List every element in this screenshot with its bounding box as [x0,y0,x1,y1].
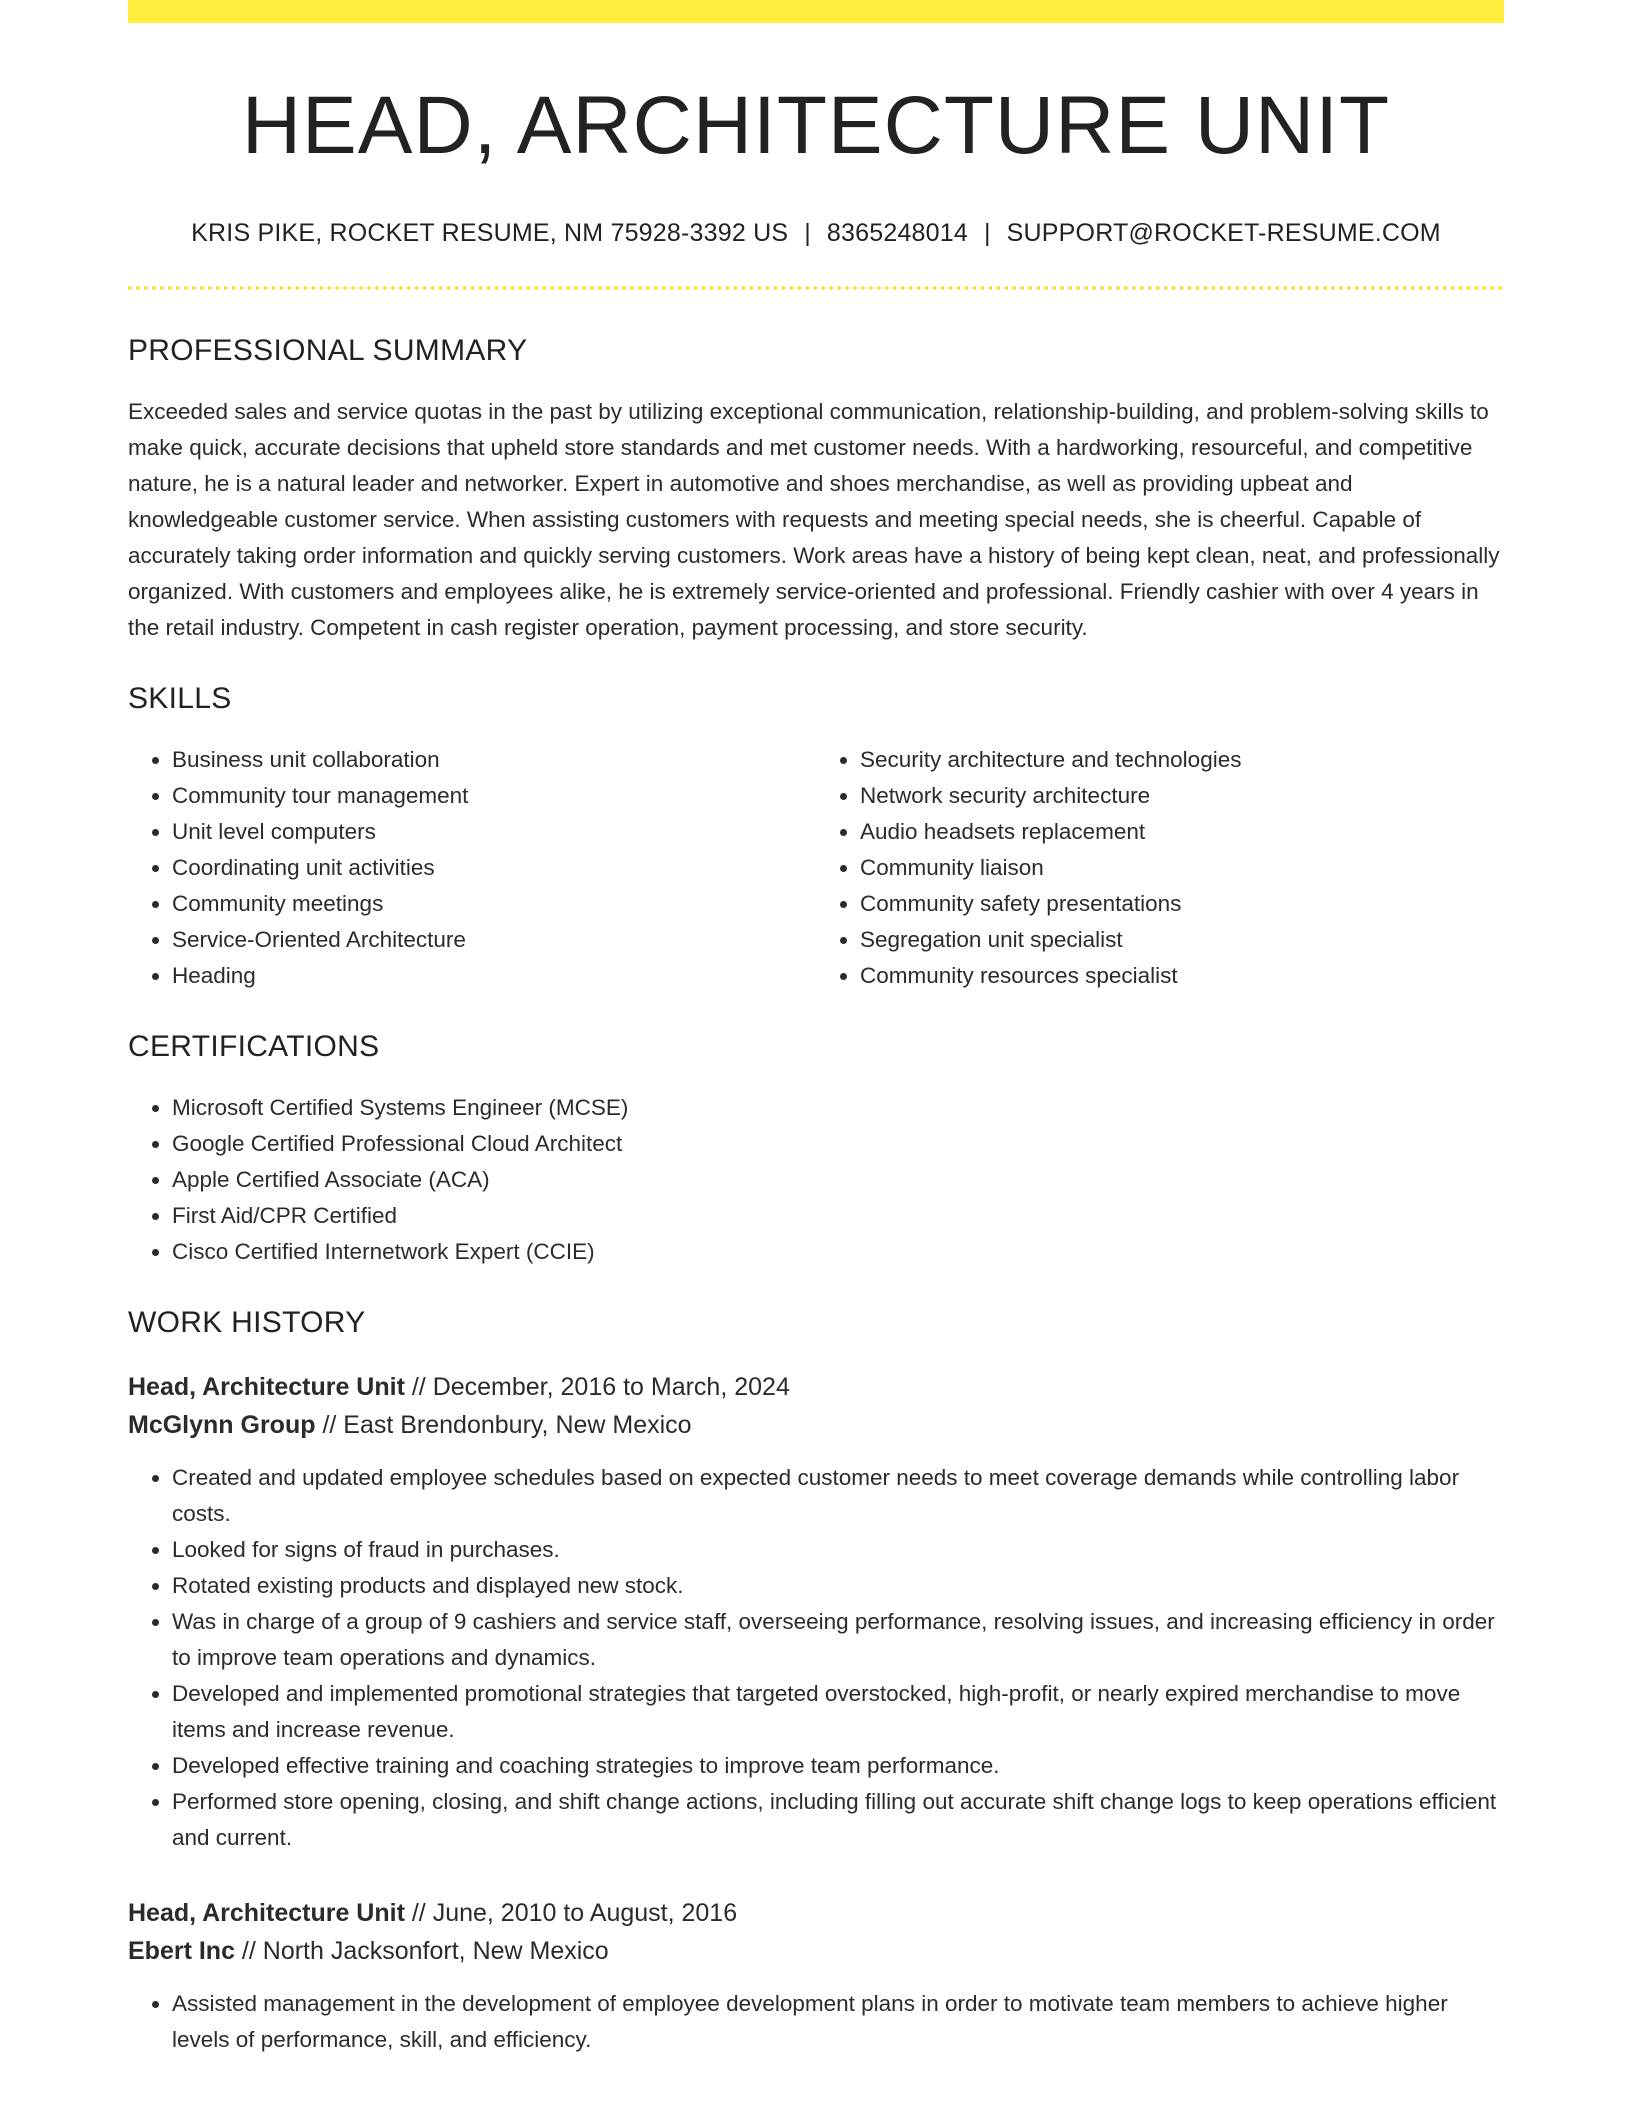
summary-text: Exceeded sales and service quotas in the past by utilizing exceptional communication, relationship-building, and problem-solving skills to make quick, accurate decisions that upheld store standards and met customer needs. With a hardworking, resourceful, and competitive nature, he is a natural leader and networker. Expert in automotive and shoes merchandise, as well as providing upbeat and knowledgeable customer service. When assisting customers with requests and meeting special needs, she is cheerful. Capable of accurately taking order information and quickly serving customers. Work areas have a history of being kept clean, neat, and professionally organized. With customers and employees alike, he is extremely service-oriented and professional. Friendly cashier with over 4 years in the retail industry. Competent in cash register operation, payment processing, and store security. [128,399,1500,641]
job-title: Head, Architecture Unit [128,1899,405,1928]
job-company: Ebert Inc [128,1937,235,1966]
skill-item: • Community liaison [860,850,1504,886]
job-bullet: • Looked for signs of fraud in purchases. [172,1532,1504,1568]
job-location: // North Jacksonfort, New Mexico [234,1937,609,1966]
skill-item: • Audio headsets replacement [860,814,1504,850]
job-company-line [128,1406,1504,1444]
skill-item: • Business unit collaboration [172,742,816,778]
skill-item: • Heading [172,958,816,994]
skills-list-right [816,742,1504,994]
contact-separator: | [804,219,811,248]
job-bullet: • Developed and implemented promotional strategies that targeted overstocked, high-profit, or nearly expired merchandise to move items and increase revenue. [172,1676,1504,1748]
certifications-list [128,1090,1504,1270]
skill-item: • Unit level computers [172,814,816,850]
job-title-line [128,1368,1504,1406]
skill-item: • Community safety presentations [860,886,1504,922]
job-company: McGlynn Group [128,1411,316,1440]
job-header [128,1894,1504,1970]
contact-address: KRIS PIKE, ROCKET RESUME, NM 75928-3392 US [191,219,789,248]
accent-bar [128,0,1504,23]
certifications-heading: CERTIFICATIONS [128,1030,380,1064]
contact-email: SUPPORT@ROCKET-RESUME.COM [1006,219,1441,248]
certification-item: • First Aid/CPR Certified [172,1198,1504,1234]
job-bullet: • Developed effective training and coaching strategies to improve team performance. [172,1748,1504,1784]
certification-item: • Cisco Certified Internetwork Expert (CCIE) [172,1234,1504,1270]
job-header [128,1368,1504,1444]
job-title: Head, Architecture Unit [128,1373,405,1402]
skill-item: • Community meetings [172,886,816,922]
skill-item: • Segregation unit specialist [860,922,1504,958]
job-company-line [128,1932,1504,1970]
job-bullets [128,1986,1504,2058]
certification-item: • Apple Certified Associate (ACA) [172,1162,1504,1198]
skill-item: • Community tour management [172,778,816,814]
resume-title: HEAD, ARCHITECTURE UNIT [241,80,1391,171]
skill-item: • Network security architecture [860,778,1504,814]
skills-heading: SKILLS [128,682,232,716]
skill-item: • Security architecture and technologies [860,742,1504,778]
contact-separator: | [983,219,991,248]
skill-item: • Community resources specialist [860,958,1504,994]
job-bullet: • Was in charge of a group of 9 cashiers and service staff, overseeing performance, resolving issues, and increasing efficiency in order to improve team operations and dynamics. [172,1604,1504,1676]
job-bullet: • Performed store opening, closing, and shift change actions, including filling out accurate shift change logs to keep operations efficient and current. [172,1784,1504,1856]
skills-list-left [128,742,816,994]
job-location: // East Brendonbury, New Mexico [315,1411,692,1440]
summary-heading: PROFESSIONAL SUMMARY [128,334,528,368]
job-bullets [128,1460,1504,1856]
job-dates: // June, 2010 to August, 2016 [404,1899,738,1928]
resume-page [128,0,1504,2058]
contact-line [128,219,1504,248]
job-dates: // December, 2016 to March, 2024 [404,1373,790,1402]
job-bullet: • Assisted management in the development of employee development plans in order to motivate team members to achieve higher levels of performance, skill, and efficiency. [172,1986,1504,2058]
dotted-divider [128,286,1504,290]
job-bullet: • Created and updated employee schedules based on expected customer needs to meet coverage demands while controlling labor costs. [172,1460,1504,1532]
job-title-line [128,1894,1504,1932]
job-bullet: • Rotated existing products and displayed new stock. [172,1568,1504,1604]
certification-item: • Google Certified Professional Cloud Architect [172,1126,1504,1162]
skill-item: • Service-Oriented Architecture [172,922,816,958]
work-history-heading: WORK HISTORY [128,1306,366,1340]
certification-item: • Microsoft Certified Systems Engineer (MCSE) [172,1090,1504,1126]
skill-item: • Coordinating unit activities [172,850,816,886]
skills-columns [128,742,1504,994]
contact-phone: 8365248014 [826,219,968,248]
